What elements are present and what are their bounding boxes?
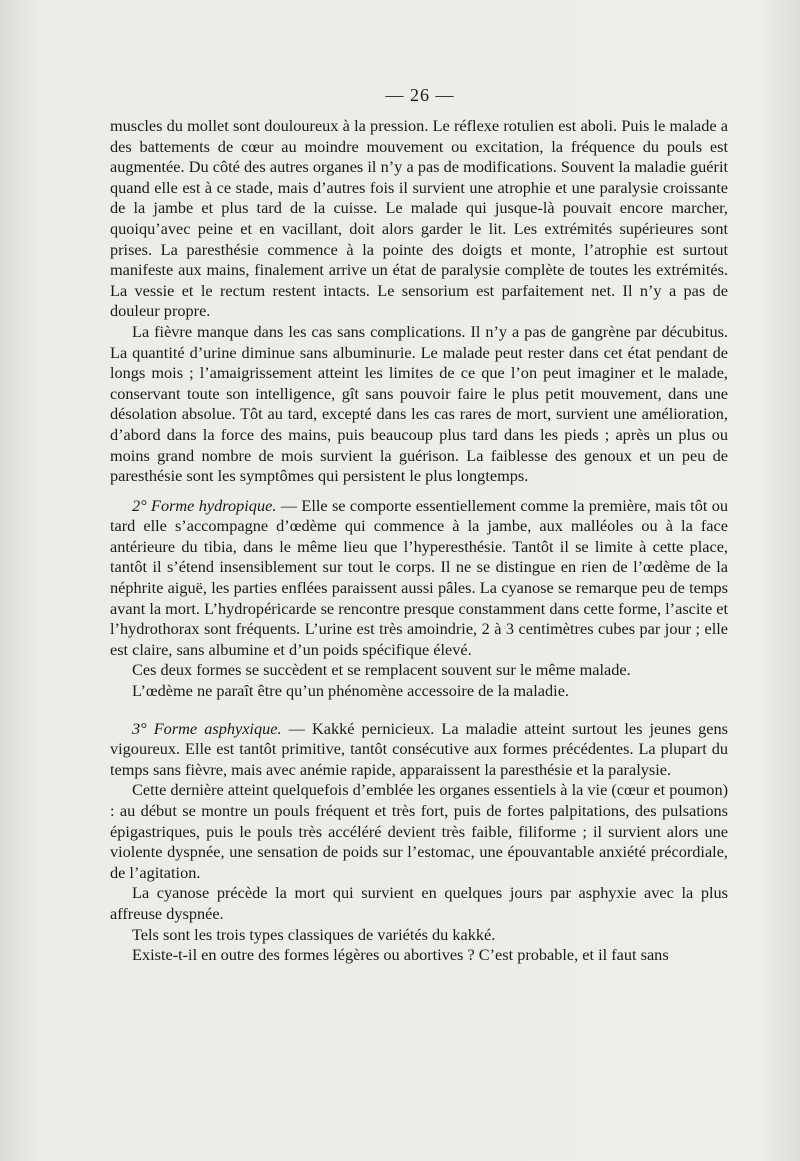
paragraph-asphyxic-form <box>110 719 728 781</box>
page-number: — 26 — <box>385 85 455 105</box>
section-heading-asphyxic: 3° Forme asphyxique. <box>132 718 282 738</box>
paragraph-continued: muscles du mollet sont douloureux à la pression. Le réflexe rotulien est aboli. Puis le malade a des battements de cœur au moindre mouvement ou excitation, la fréquence du pouls est augmentée. Du côté des autres organes il n’y a pas de modifications. Souvent la maladie guérit quand elle est à ce stade, mais d’autres fois il survient une atrophie et une paralysie croissante de la jambe et plus tard de la cuisse. Le malade qui jusque-là pouvait encore marcher, quoiqu’avec peine et en vacillant, doit alors garder le lit. Les extrémités supérieures sont prises. La paresthésie commence à la pointe des doigts et monte, l’atrophie est surtout manifeste aux mains, finalement arrive un état de paralysie complète de toutes les extrémités. La vessie et le rectum restent intacts. Le sensorium est parfaitement net. Il n’y a pas de douleur propre. <box>110 116 728 321</box>
paragraph-hydropic-form <box>110 496 728 661</box>
body-text <box>110 116 728 966</box>
section-heading-hydropic: 2° Forme hydropique. <box>132 495 277 515</box>
paragraph-asphyxic-body: — Kakké pernicieux. La maladie atteint surtout les jeunes gens vigoureux. Elle est tantôt primitive, tantôt consécutive aux formes précédentes. La plupart du temps sans fièvre, mais avec anémie rapide, apparaissent la paresthésie et la paralysie. <box>110 718 728 779</box>
paragraph-fever: La fièvre manque dans les cas sans complications. Il n’y a pas de gangrène par décubitus. La quantité d’urine diminue sans albuminurie. Le malade peut rester dans cet état pendant de longs mois ; l’amaigrissement atteint les limites de ce que l’on peut imaginer et le malade, conservant toute son intelligence, gît sans pouvoir faire le plus petit mouvement, dans une désolation absolue. Tôt au tard, excepté dans les cas rares de mort, survient une amélioration, d’abord dans la force des mains, puis beaucoup plus tard dans les pieds ; après un plus ou moins grand nombre de mois survient la guérison. La faiblesse des genoux et un peu de paresthésie sont les symptômes qui persistent le plus longtemps. <box>110 321 728 486</box>
paragraph-oedema-accessory: L’œdème ne paraît être qu’un phénomène accessoire de la maladie. <box>132 681 569 701</box>
paragraph-vital-organs: Cette dernière atteint quelquefois d’emblée les organes essentiels à la vie (cœur et poumon) : au début se montre un pouls fréquent et très fort, puis de fortes palpitations, des pulsations épigastriques, puis le pouls très accéléré devient très faible, filiforme ; il survient alors une violente dyspnée, une sensation de poids sur l’estomac, une épouvantable anxiété précordiale, de l’agitation. <box>110 780 729 882</box>
paragraph-abortive-forms: Existe-t-il en outre des formes légères ou abortives ? C’est probable, et il faut sans <box>132 945 669 965</box>
paragraph-forms-succession: Ces deux formes se succèdent et se remplacent souvent sur le même malade. <box>132 660 631 680</box>
paragraph-hydropic-body: — Elle se comporte essentiellement comme la première, mais tôt ou tard elle s’accompagne d’œdème qui commence à la jambe, aux malléoles ou à la face antérieure du tibia, dans le même lieu que l’hyperesthésie. Tantôt il se limite à cette place, tantôt il s’étend insensiblement sur tout le corps. Il ne se distingue en rien de l’œdème de la néphrite aiguë, les parties enflées paraissent aussi pâles. La cyanose se remarque peu de temps avant la mort. L’hydropéricarde se rencontre presque constamment dans cette forme, l’ascite et l’hydrothorax sont fréquents. L’urine est très amoindrie, 2 à 3 centimètres cubes par jour ; elle est claire, sans albumine et d’un poids spécifique élevé. <box>110 495 728 659</box>
paragraph-cyanosis: La cyanose précède la mort qui survient en quelques jours par asphyxie avec la plus affreuse dyspnée. <box>110 883 728 923</box>
paragraph-three-types: Tels sont les trois types classiques de variétés du kakké. <box>132 924 496 944</box>
